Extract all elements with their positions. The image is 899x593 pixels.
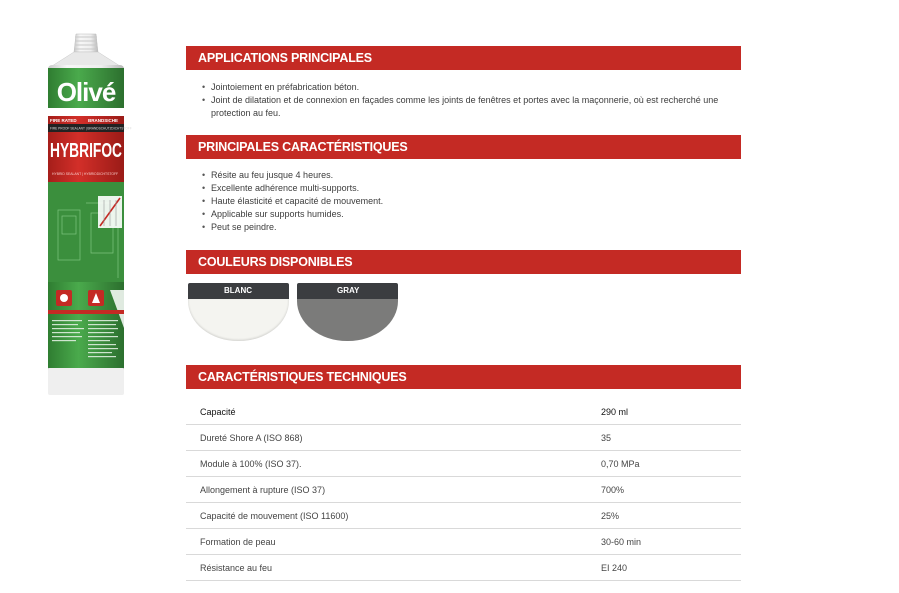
brand-logo: Olivé <box>56 77 116 107</box>
applications-list <box>211 81 726 120</box>
product-tagline: HYBRID SEALANT | HYBRIDDICHTSTOFF <box>52 172 119 176</box>
table-row <box>186 529 741 555</box>
spec-key: Capacité <box>186 399 601 425</box>
list-item: • Peut se peindre. <box>211 221 726 234</box>
list-item: • Résite au feu jusque 4 heures. <box>211 169 726 182</box>
table-row <box>186 399 741 425</box>
product-image <box>36 28 136 400</box>
table-row <box>186 425 741 451</box>
list-item: • Excellente adhérence multi-supports. <box>211 182 726 195</box>
spec-key: Capacité de mouvement (ISO 11600) <box>186 503 601 529</box>
spec-value: 30-60 min <box>601 529 741 555</box>
spec-key: Allongement à rupture (ISO 37) <box>186 477 601 503</box>
list-item: • Applicable sur supports humides. <box>211 208 726 221</box>
spec-key: Dureté Shore A (ISO 868) <box>186 425 601 451</box>
list-item: • Jointoiement en préfabrication béton. <box>211 81 726 94</box>
band-subline: FIRE PROOF SEALANT | BRANDSCHUTZDICHTSTOFF <box>50 126 132 131</box>
swatch-gray[interactable] <box>297 283 398 341</box>
band-left: FIRE RATED <box>50 118 77 123</box>
colors-header: COULEURS DISPONIBLES <box>186 250 741 274</box>
spec-value: 0,70 MPa <box>601 451 741 477</box>
swatch-label: GRAY <box>297 283 398 299</box>
list-item: • Haute élasticité et capacité de mouvement. <box>211 195 726 208</box>
spec-key: Résistance au feu <box>186 555 601 581</box>
characteristics-list <box>211 169 726 234</box>
band-right: BRANDSICHE <box>88 118 119 123</box>
technical-header: CARACTÉRISTIQUES TECHNIQUES <box>186 365 741 389</box>
table-row <box>186 451 741 477</box>
swatch-color-white <box>188 299 289 341</box>
product-name: HYBRIFOC <box>50 140 122 162</box>
spec-value: EI 240 <box>601 555 741 581</box>
applications-header: APPLICATIONS PRINCIPALES <box>186 46 741 70</box>
spec-value: 35 <box>601 425 741 451</box>
characteristics-header: PRINCIPALES CARACTÉRISTIQUES <box>186 135 741 159</box>
table-row <box>186 503 741 529</box>
table-row <box>186 555 741 581</box>
swatch-blanc[interactable] <box>188 283 289 341</box>
spec-key: Formation de peau <box>186 529 601 555</box>
table-row <box>186 477 741 503</box>
spec-key: Module à 100% (ISO 37). <box>186 451 601 477</box>
list-item: • Joint de dilatation et de connexion en façades comme les joints de fenêtres et portes avec la maçonnerie, où est recherché une protection au feu. <box>211 94 726 120</box>
swatch-color-gray <box>297 299 398 341</box>
spec-value: 290 ml <box>601 399 741 425</box>
swatch-label: BLANC <box>188 283 289 299</box>
spec-value: 25% <box>601 503 741 529</box>
technical-table <box>186 399 741 581</box>
spec-value: 700% <box>601 477 741 503</box>
